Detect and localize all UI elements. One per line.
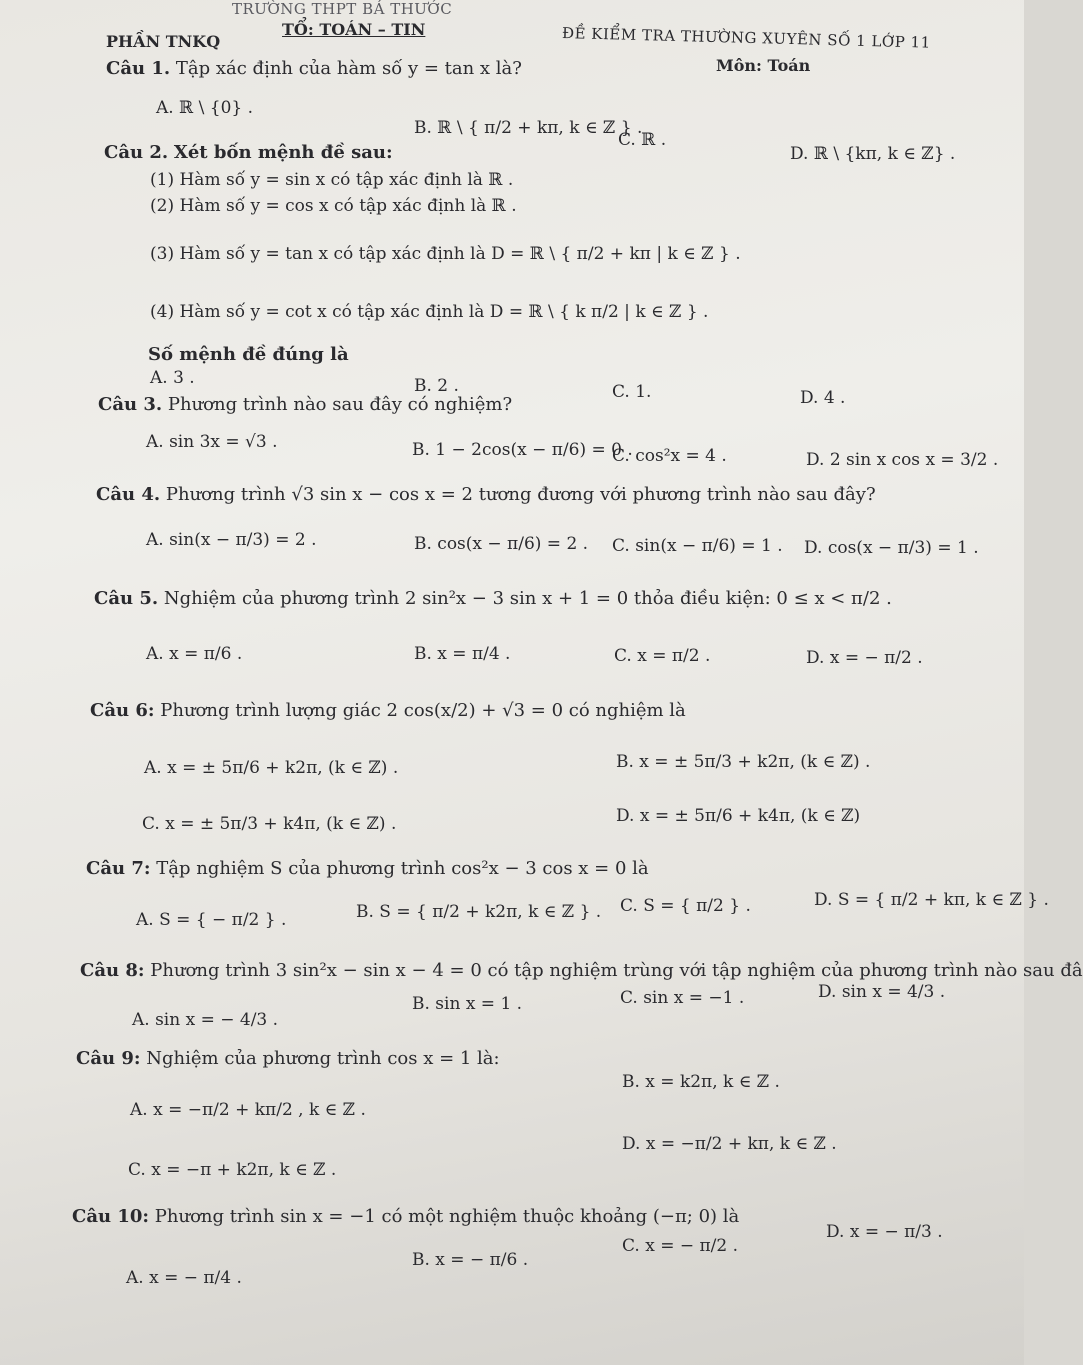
question-5 — [94, 588, 892, 609]
question-stem: Phương trình 3 sin²x − sin x − 4 = 0 có tập nghiệm trùng với tập nghiệm của phương trình nào sau đâ — [150, 960, 1083, 981]
option-c[interactable]: C. x = ± 5π/3 + k4π, (k ∈ ℤ) . — [142, 814, 397, 834]
question-stem: Nghiệm của phương trình 2 sin²x − 3 sin x + 1 = 0 thỏa điều kiện: 0 ≤ x < π/2 . — [163, 588, 892, 609]
question-9 — [76, 1048, 500, 1069]
option-d[interactable]: D. ℝ \ {kπ, k ∈ ℤ} . — [790, 144, 956, 164]
question-label: Câu 2. — [104, 142, 169, 163]
option-b[interactable]: B. sin x = 1 . — [412, 994, 523, 1014]
option-a[interactable]: A. x = ± 5π/6 + k2π, (k ∈ ℤ) . — [144, 758, 399, 778]
statement-2: (2) Hàm số y = cos x có tập xác định là ℝ . — [150, 196, 517, 216]
exam-title: ĐỀ KIỂM TRA THƯỜNG XUYÊN SỐ 1 LỚP 11 — [561, 24, 931, 52]
option-c[interactable]: C. x = −π + k2π, k ∈ ℤ . — [128, 1160, 337, 1180]
question-label: Câu 7: — [86, 858, 151, 879]
option-a[interactable]: A. sin(x − π/3) = 2 . — [146, 530, 317, 550]
question-label: Câu 5. — [94, 588, 159, 609]
option-c[interactable]: C. x = − π/2 . — [622, 1236, 739, 1256]
question-label: Câu 4. — [96, 484, 161, 505]
question-1 — [106, 58, 522, 79]
question-8 — [80, 960, 1083, 981]
option-c[interactable]: C. S = { π/2 } . — [620, 896, 751, 916]
question-stem: Phương trình sin x = −1 có một nghiệm thuộc khoảng (−π; 0) là — [154, 1206, 740, 1227]
option-d[interactable]: D. x = ± 5π/6 + k4π, (k ∈ ℤ) — [616, 806, 861, 826]
option-d[interactable]: D. 4 . — [800, 388, 846, 408]
option-b[interactable]: B. x = k2π, k ∈ ℤ . — [622, 1072, 780, 1092]
question-stem: Phương trình √3 sin x − cos x = 2 tương đương với phương trình nào sau đây? — [165, 484, 876, 505]
option-d[interactable]: D. S = { π/2 + kπ, k ∈ ℤ } . — [814, 890, 1049, 910]
question-3 — [98, 394, 512, 415]
question-stem: Xét bốn mệnh đề sau: — [173, 142, 393, 163]
option-d[interactable]: D. x = − π/3 . — [826, 1222, 943, 1242]
option-a[interactable]: A. sin x = − 4/3 . — [132, 1010, 279, 1030]
section-label: PHẦN TNKQ — [106, 32, 221, 51]
option-a[interactable]: A. S = { − π/2 } . — [136, 910, 287, 930]
question-10 — [72, 1206, 739, 1227]
school-name: TRƯỜNG THPT BÁ THƯỚC — [232, 0, 453, 18]
option-c[interactable]: C. x = π/2 . — [614, 646, 711, 666]
question-6 — [90, 700, 686, 721]
option-b[interactable]: B. ℝ \ { π/2 + kπ, k ∈ ℤ } . — [414, 118, 643, 138]
option-c[interactable]: C. cos²x = 4 . — [612, 446, 727, 466]
question-label: Câu 10: — [72, 1206, 150, 1227]
option-b[interactable]: B. S = { π/2 + k2π, k ∈ ℤ } . — [356, 902, 602, 922]
option-b[interactable]: B. x = − π/6 . — [412, 1250, 529, 1270]
option-c[interactable]: C. ℝ . — [618, 130, 667, 150]
question-stem: Tập nghiệm S của phương trình cos²x − 3 cos x = 0 là — [156, 858, 649, 879]
option-d[interactable]: D. x = −π/2 + kπ, k ∈ ℤ . — [622, 1134, 837, 1154]
option-b[interactable]: B. 1 − 2cos(x − π/6) = 0 . — [412, 440, 633, 460]
option-c[interactable]: C. 1. — [612, 382, 652, 402]
question-prompt: Số mệnh đề đúng là — [148, 344, 349, 365]
option-b[interactable]: B. cos(x − π/6) = 2 . — [414, 534, 589, 554]
question-stem: Phương trình lượng giác 2 cos(x/2) + √3 = 0 có nghiệm là — [160, 700, 686, 721]
question-2 — [104, 142, 393, 163]
question-label: Câu 8: — [80, 960, 145, 981]
statement-1: (1) Hàm số y = sin x có tập xác định là ℝ . — [150, 170, 514, 190]
option-d[interactable]: D. cos(x − π/3) = 1 . — [804, 538, 979, 558]
question-label: Câu 1. — [106, 58, 171, 79]
option-d[interactable]: D. 2 sin x cos x = 3/2 . — [806, 450, 999, 470]
option-d[interactable]: D. x = − π/2 . — [806, 648, 923, 668]
option-b[interactable]: B. 2 . — [414, 376, 459, 396]
option-c[interactable]: C. sin x = −1 . — [620, 988, 745, 1008]
option-d[interactable]: D. sin x = 4/3 . — [818, 982, 946, 1002]
subject-label: Môn: Toán — [716, 56, 811, 75]
option-a[interactable]: A. x = −π/2 + kπ/2 , k ∈ ℤ . — [130, 1100, 366, 1120]
question-4 — [96, 484, 876, 505]
question-stem: Phương trình nào sau đây có nghiệm? — [167, 394, 513, 415]
statement-3: (3) Hàm số y = tan x có tập xác định là D = ℝ \ { π/2 + kπ | k ∈ ℤ } . — [150, 244, 741, 264]
question-label: Câu 3. — [98, 394, 163, 415]
question-stem: Nghiệm của phương trình cos x = 1 là: — [146, 1048, 500, 1069]
option-b[interactable]: B. x = π/4 . — [414, 644, 511, 664]
option-a[interactable]: A. 3 . — [150, 368, 195, 388]
department-name: TỔ: TOÁN – TIN — [282, 20, 426, 39]
option-b[interactable]: B. x = ± 5π/3 + k2π, (k ∈ ℤ) . — [616, 752, 871, 772]
option-a[interactable]: A. x = − π/4 . — [126, 1268, 242, 1288]
statement-4: (4) Hàm số y = cot x có tập xác định là D = ℝ \ { k π/2 | k ∈ ℤ } . — [150, 302, 709, 322]
question-label: Câu 6: — [90, 700, 155, 721]
option-a[interactable]: A. ℝ \ {0} . — [156, 98, 254, 118]
option-c[interactable]: C. sin(x − π/6) = 1 . — [612, 536, 783, 556]
question-label: Câu 9: — [76, 1048, 141, 1069]
option-a[interactable]: A. sin 3x = √3 . — [146, 432, 278, 452]
question-stem: Tập xác định của hàm số y = tan x là? — [175, 58, 522, 79]
option-a[interactable]: A. x = π/6 . — [146, 644, 243, 664]
question-7 — [86, 858, 649, 879]
